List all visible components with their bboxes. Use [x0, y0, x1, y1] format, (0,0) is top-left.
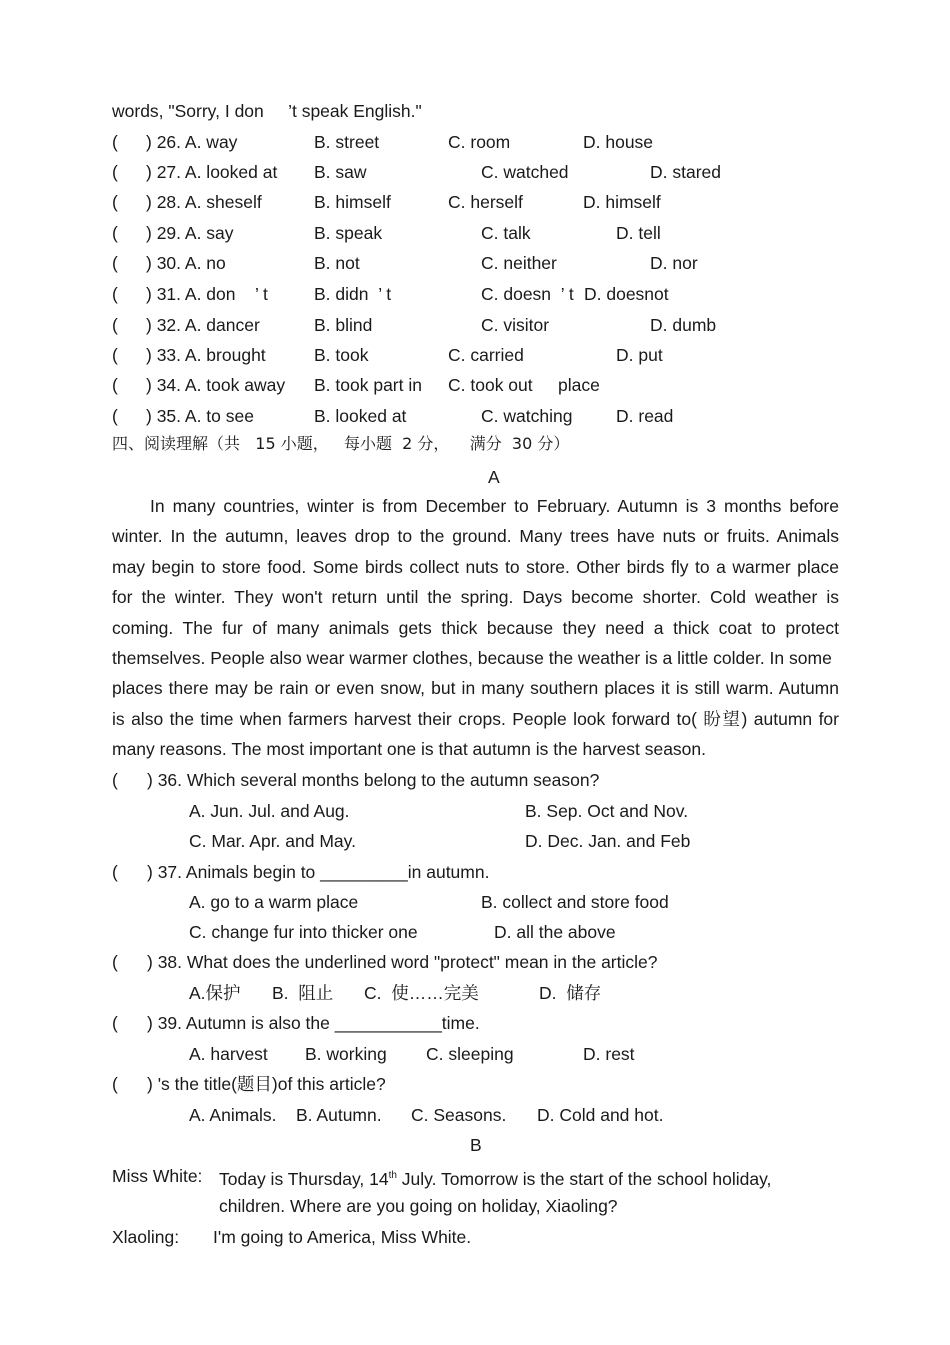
option-d: D. Dec. Jan. and Feb: [525, 831, 691, 851]
question-stem: ( ) 36. Which several months belong to the autumn season?: [112, 770, 600, 790]
question-option-a: ) 26. A. way: [146, 132, 238, 152]
question-option-b: B. looked at: [314, 406, 407, 426]
dialogue-line: I'm going to America, Miss White.: [213, 1227, 472, 1247]
question-option-a: ) 30. A. no: [146, 253, 226, 273]
cloze-question: [0, 374, 950, 396]
question-option-a: ) 31. A. don ’ t: [146, 284, 268, 304]
passage-line: winter. In the autumn, leaves drop to the ground. Many trees have nuts or fruits. Animals: [112, 526, 839, 547]
option-a: A. go to a warm place: [189, 892, 359, 912]
question-option-b: B. himself: [314, 192, 391, 212]
question-option-c: C. watching: [481, 406, 573, 426]
dialogue-text: July. Tomorrow is the start of the school holiday,: [396, 1168, 772, 1189]
speaker-name: Xlaoling:: [112, 1227, 180, 1247]
question-option-c: C. neither: [481, 253, 557, 273]
question-option-a: ) 33. A. brought: [146, 345, 266, 365]
answer-bracket[interactable]: (: [112, 253, 118, 273]
question-option-d: D. nor: [650, 253, 698, 273]
question-option-c: C. talk: [481, 223, 531, 243]
cloze-question: [0, 191, 950, 213]
option-b: B. working: [305, 1044, 387, 1064]
option-a: A.保护: [189, 983, 241, 1003]
question-option-c: C. doesn ’ t: [481, 284, 574, 304]
option-b: B. collect and store food: [481, 892, 669, 912]
question-option-a: ) 28. A. sheself: [146, 192, 262, 212]
passage-line: may begin to store food. Some birds collect nuts to store. Other birds fly to a warmer place: [112, 556, 839, 577]
dialogue-text: Today is Thursday, 14: [219, 1168, 389, 1189]
answer-bracket[interactable]: (: [112, 223, 118, 243]
passage-line: coming. The fur of many animals gets thick because they need a thick coat to protect: [112, 617, 839, 638]
passage-b-label: B: [470, 1135, 482, 1155]
question-option-b: B. saw: [314, 162, 367, 182]
question-stem: ( ) 's the title(题目)of this article?: [112, 1074, 386, 1094]
section-heading: 四、阅读理解（共 15 小题， 每小题 2 分， 满分 30 分）: [112, 434, 570, 453]
cloze-question: [0, 314, 950, 336]
question-option-b: B. took: [314, 345, 369, 365]
answer-bracket[interactable]: (: [112, 315, 118, 335]
question-option-d: D. doesnot: [584, 284, 669, 304]
question-option-d: D. dumb: [650, 315, 717, 335]
question-option-c: C. visitor: [481, 315, 550, 335]
option-c: C. Mar. Apr. and May.: [189, 831, 356, 851]
question-option-d: D. read: [616, 406, 674, 426]
answer-bracket[interactable]: (: [112, 345, 118, 365]
question-option-d: D. tell: [616, 223, 661, 243]
option-c: C. sleeping: [426, 1044, 514, 1064]
question-option-a: ) 27. A. looked at: [146, 162, 278, 182]
ordinal-suffix: th: [388, 1170, 397, 1181]
cloze-question: [0, 405, 950, 427]
question-option-d: D. house: [583, 132, 654, 152]
cloze-question: [0, 344, 950, 366]
option-d: D. rest: [583, 1044, 635, 1064]
dialogue-line: children. Where are you going on holiday, Xiaoling?: [219, 1196, 618, 1216]
question-option-b: B. took part in: [314, 375, 422, 395]
option-b: B. Sep. Oct and Nov.: [525, 801, 689, 821]
question-option-c: C. took out: [448, 375, 533, 395]
question-option-a: ) 35. A. to see: [146, 406, 254, 426]
question-option-b: B. didn ’ t: [314, 284, 392, 304]
question-option-c: C. carried: [448, 345, 524, 365]
option-b: B. 阻止: [272, 983, 334, 1003]
answer-bracket[interactable]: (: [112, 162, 118, 182]
passage-line: themselves. People also wear warmer clothes, because the weather is a little colder. In some: [112, 647, 832, 668]
option-c: C. Seasons.: [411, 1105, 507, 1125]
cloze-question: [0, 222, 950, 244]
question-option-d: D. himself: [583, 192, 661, 212]
question-option-c: C. room: [448, 132, 511, 152]
option-c: C. 使……完美: [364, 983, 479, 1003]
passage-line: many reasons. The most important one is that autumn is the harvest season.: [112, 739, 707, 760]
question-option-c: C. herself: [448, 192, 523, 212]
option-c: C. change fur into thicker one: [189, 922, 418, 942]
question-option-b: B. speak: [314, 223, 383, 243]
passage-a-label: A: [488, 467, 500, 487]
question-option-c: C. watched: [481, 162, 569, 182]
question-option-a: ) 29. A. say: [146, 223, 234, 243]
passage-line: for the winter. They won't return until the spring. Days become shorter. Cold weather is: [112, 587, 839, 608]
option-a: A. Jun. Jul. and Aug.: [189, 801, 350, 821]
question-stem: ( ) 39. Autumn is also the ___________time.: [112, 1013, 480, 1033]
question-option-b: B. blind: [314, 315, 373, 335]
question-option-a: ) 34. A. took away: [146, 375, 286, 395]
question-option-b: B. not: [314, 253, 360, 273]
option-a: A. Animals.: [189, 1105, 277, 1125]
intro-fragment: words, "Sorry, I don ’t speak English.": [112, 101, 422, 121]
question-option-b: B. street: [314, 132, 380, 152]
passage-line: is also the time when farmers harvest their crops. People look forward to( 盼望) autumn for: [112, 708, 839, 729]
cloze-question: [0, 252, 950, 274]
question-stem: ( ) 37. Animals begin to _________in autumn.: [112, 862, 490, 882]
answer-bracket[interactable]: (: [112, 375, 118, 395]
cloze-question: [0, 131, 950, 153]
question-option-a: ) 32. A. dancer: [146, 315, 260, 335]
passage-line: places there may be rain or even snow, but in many southern places it is still warm. Autumn: [112, 678, 839, 699]
passage-line: In many countries, winter is from December to February. Autumn is 3 months before: [150, 496, 839, 516]
option-a: A. harvest: [189, 1044, 268, 1064]
option-d: D. all the above: [494, 922, 616, 942]
question-option-d: D. stared: [650, 162, 721, 182]
question-option-d: place: [558, 375, 600, 395]
option-d: D. 储存: [539, 983, 602, 1003]
passage-a-body: [112, 491, 839, 765]
answer-bracket[interactable]: (: [112, 284, 118, 304]
answer-bracket[interactable]: (: [112, 406, 118, 426]
option-b: B. Autumn.: [296, 1105, 382, 1125]
dialogue-line: [219, 1165, 839, 1190]
question-option-d: D. put: [616, 345, 663, 365]
speaker-name: Miss White:: [112, 1166, 203, 1186]
answer-bracket[interactable]: (: [112, 192, 118, 212]
cloze-question: [0, 283, 950, 305]
question-stem: ( ) 38. What does the underlined word "protect" mean in the article?: [112, 952, 658, 972]
cloze-question: [0, 161, 950, 183]
option-d: D. Cold and hot.: [537, 1105, 664, 1125]
answer-bracket[interactable]: (: [112, 132, 118, 152]
